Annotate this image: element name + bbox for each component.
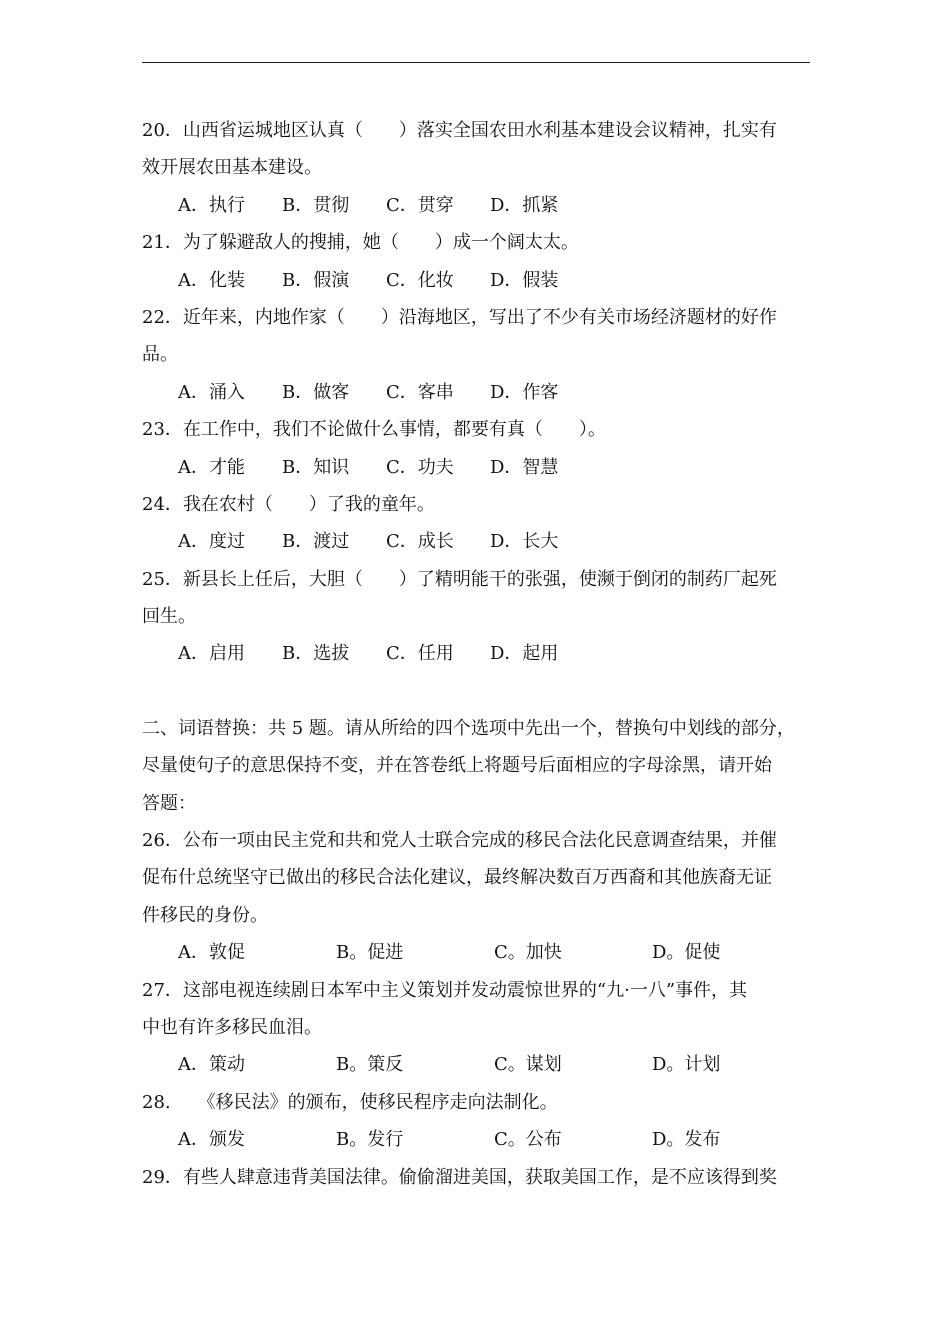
option-b: B．选拔	[282, 643, 350, 665]
question-text: 29．有些人肆意违背美国法律。偷偷溜进美国，获取美国工作，是不应该得到奖	[142, 1166, 777, 1188]
options-row	[142, 374, 810, 411]
options-row	[142, 934, 810, 971]
option-b: B．做客	[282, 381, 350, 403]
options-row	[142, 262, 810, 299]
question-text: 品。	[142, 344, 178, 366]
question-27	[142, 972, 810, 1084]
option-c: C．化妆	[386, 269, 454, 291]
question-24	[142, 486, 810, 561]
question-23	[142, 411, 810, 486]
option-c: C．贯穿	[386, 194, 454, 216]
question-21	[142, 224, 810, 299]
question-text: 效开展农田基本建设。	[142, 157, 322, 179]
option-d: D．长大	[490, 531, 559, 553]
question-28	[142, 1084, 810, 1159]
section-2-instructions	[142, 710, 810, 822]
option-d: D．作客	[490, 381, 559, 403]
option-b: B。促进	[336, 942, 404, 964]
option-d: D。发布	[652, 1129, 721, 1151]
option-c: C．成长	[386, 531, 454, 553]
question-text: 28. 《移民法》的颁布，使移民程序走向法制化。	[142, 1091, 558, 1113]
question-text: 23．在工作中，我们不论做什么事情，都要有真（ ）。	[142, 419, 606, 441]
option-a: A．化装	[178, 269, 245, 291]
option-a: A．颁发	[178, 1129, 245, 1151]
question-text: 27．这部电视连续剧日本军中主义策划并发动震惊世界的“九·一八”事件，其	[142, 979, 748, 1001]
option-c: C。谋划	[494, 1054, 562, 1076]
option-d: D．假装	[490, 269, 559, 291]
question-text: 回生。	[142, 606, 196, 628]
options-row	[142, 187, 810, 224]
question-text: 21．为了躲避敌人的搜捕，她（ ）成一个阔太太。	[142, 232, 579, 254]
question-text: 中也有许多移民血泪。	[142, 1016, 322, 1038]
question-29	[142, 1159, 810, 1196]
option-b: B。策反	[336, 1054, 404, 1076]
option-a: A．才能	[178, 456, 245, 478]
question-text: 24．我在农村（ ）了我的童年。	[142, 493, 435, 515]
question-text: 26．公布一项由民主党和共和党人士联合完成的移民合法化民意调查结果，并催	[142, 830, 777, 852]
question-text: 25．新县长上任后，大胆（ ）了精明能干的张强，使濒于倒闭的制药厂起死	[142, 568, 777, 590]
question-text: 20．山西省运城地区认真（ ）落实全国农田水利基本建设会议精神，扎实有	[142, 120, 777, 141]
question-22	[142, 299, 810, 411]
option-c: C。公布	[494, 1129, 562, 1151]
options-row	[142, 1046, 810, 1083]
option-c: C．任用	[386, 643, 454, 665]
option-d: D．智慧	[490, 456, 559, 478]
question-text: 件移民的身份。	[142, 904, 268, 926]
option-b: B．贯彻	[282, 194, 350, 216]
option-c: C．客串	[386, 381, 454, 403]
option-b: B．渡过	[282, 531, 350, 553]
option-d: D。计划	[652, 1054, 721, 1076]
option-b: B。发行	[336, 1129, 404, 1151]
option-a: A．涌入	[178, 381, 245, 403]
option-d: D．抓紧	[490, 194, 559, 216]
option-c: C。加快	[494, 942, 562, 964]
options-row	[142, 635, 810, 672]
section-heading: 二、词语替换：共 5 题。请从所给的四个选项中先出一个，替换句中划线的部分，	[142, 717, 795, 739]
document-body	[142, 112, 810, 1196]
question-text: 22．近年来，内地作家（ ）沿海地区，写出了不少有关市场经济题材的好作	[142, 306, 777, 328]
option-d: D。促使	[652, 942, 721, 964]
option-b: B．假演	[282, 269, 350, 291]
options-row	[142, 523, 810, 560]
question-25	[142, 561, 810, 673]
options-row	[142, 449, 810, 486]
option-a: A．启用	[178, 643, 245, 665]
section-gap	[142, 673, 810, 710]
option-a: A．度过	[178, 531, 245, 553]
question-text: 促布什总统坚守已做出的移民合法化建议，最终解决数百万西裔和其他族裔无证	[142, 867, 772, 889]
option-a: A．敦促	[178, 942, 245, 964]
option-a: A．策动	[178, 1054, 245, 1076]
question-20	[142, 112, 810, 224]
option-b: B．知识	[282, 456, 350, 478]
section-text: 尽量使句子的意思保持不变，并在答卷纸上将题号后面相应的字母涂黑，请开始	[142, 755, 772, 777]
question-26	[142, 822, 810, 972]
option-a: A．执行	[178, 194, 245, 216]
options-row	[142, 1121, 810, 1158]
section-text: 答题：	[142, 792, 196, 814]
option-d: D．起用	[490, 643, 559, 665]
option-c: C．功夫	[386, 456, 454, 478]
header-rule	[142, 62, 810, 63]
